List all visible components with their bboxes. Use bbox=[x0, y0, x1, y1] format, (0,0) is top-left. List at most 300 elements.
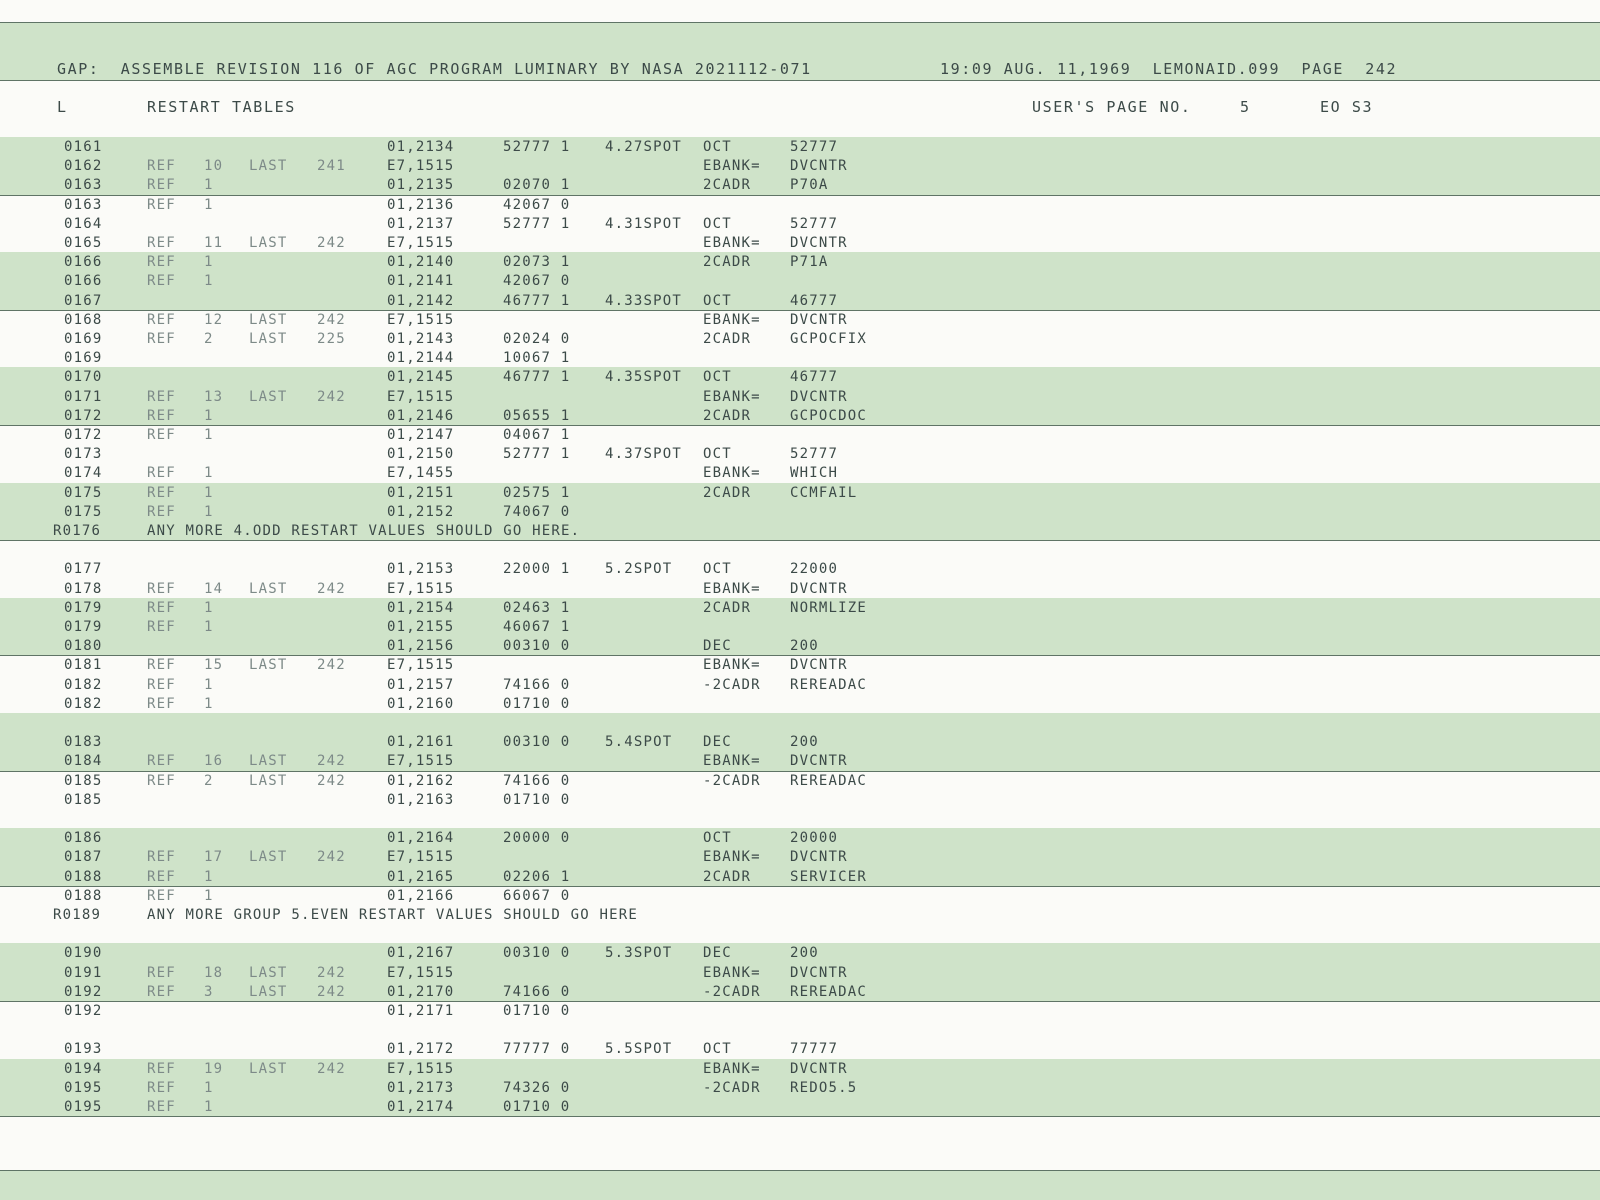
ref-count: 14 bbox=[204, 580, 224, 597]
line-number: 0185 bbox=[64, 772, 103, 789]
octal-word: 52777 1 bbox=[503, 215, 571, 232]
octal-word: 66067 0 bbox=[503, 887, 571, 904]
operand: REREADAC bbox=[790, 676, 868, 693]
bank-address: 01,2156 bbox=[387, 638, 455, 655]
ref-count: 1 bbox=[204, 619, 214, 635]
opcode: EBANK= bbox=[703, 849, 761, 866]
ref-marker: REF bbox=[147, 1099, 176, 1115]
ref-marker: REF bbox=[147, 849, 176, 866]
line-number: 0186 bbox=[64, 830, 103, 847]
opcode: OCT bbox=[703, 561, 732, 578]
opcode: 2CADR bbox=[703, 484, 752, 501]
ref-count: 1 bbox=[204, 503, 214, 520]
line-number: 0190 bbox=[64, 945, 103, 962]
bank-address: 01,2160 bbox=[387, 695, 455, 712]
line-number: 0163 bbox=[64, 177, 103, 194]
rule bbox=[0, 195, 1600, 196]
bank-address: E7,1455 bbox=[387, 465, 455, 482]
line-number: 0188 bbox=[64, 887, 103, 904]
line-number: 0177 bbox=[64, 561, 103, 578]
line-number: R0176 bbox=[53, 523, 102, 539]
operand: REDO5.5 bbox=[790, 1079, 858, 1096]
rule bbox=[0, 1170, 1600, 1171]
bank-address: E7,1515 bbox=[387, 388, 455, 405]
operand: CCMFAIL bbox=[790, 484, 858, 501]
last-marker: LAST bbox=[249, 235, 288, 251]
last-marker: LAST bbox=[249, 1060, 288, 1077]
ref-count: 1 bbox=[204, 599, 214, 616]
last-page: 242 bbox=[317, 753, 346, 770]
bank-address: 01,2166 bbox=[387, 887, 455, 904]
operand: WHICH bbox=[790, 465, 839, 482]
rule bbox=[0, 310, 1600, 311]
last-marker: LAST bbox=[249, 964, 288, 981]
bank-address: E7,1515 bbox=[387, 753, 455, 770]
last-page: 242 bbox=[317, 311, 346, 328]
ref-count: 19 bbox=[204, 1060, 224, 1077]
ref-marker: REF bbox=[147, 196, 176, 213]
line-number: 0194 bbox=[64, 1060, 103, 1077]
line-number: 0179 bbox=[64, 599, 103, 616]
bank-address: 01,2136 bbox=[387, 196, 455, 213]
rule bbox=[0, 771, 1600, 772]
line-number: 0169 bbox=[64, 331, 103, 347]
line-number: 0165 bbox=[64, 235, 103, 251]
octal-word: 46777 1 bbox=[503, 292, 571, 309]
operand: 52777 bbox=[790, 215, 839, 232]
bank-address: 01,2155 bbox=[387, 619, 455, 635]
ref-marker: REF bbox=[147, 695, 176, 712]
line-number: 0182 bbox=[64, 695, 103, 712]
line-number: 0167 bbox=[64, 292, 103, 309]
operand: 46777 bbox=[790, 292, 839, 309]
operand: 52777 bbox=[790, 446, 839, 463]
line-number: 0180 bbox=[64, 638, 103, 655]
last-page: 242 bbox=[317, 772, 346, 789]
ref-marker: REF bbox=[147, 599, 176, 616]
bank-address: 01,2153 bbox=[387, 561, 455, 578]
line-number: 0172 bbox=[64, 427, 103, 443]
ref-marker: REF bbox=[147, 887, 176, 904]
bank-address: 01,2146 bbox=[387, 407, 455, 424]
ref-marker: REF bbox=[147, 465, 176, 482]
opcode: EBANK= bbox=[703, 657, 761, 674]
bank-address: 01,2135 bbox=[387, 177, 455, 194]
line-number: 0166 bbox=[64, 254, 103, 271]
octal-word: 46777 1 bbox=[503, 369, 571, 386]
operand: NORMLIZE bbox=[790, 599, 868, 616]
opcode: EBANK= bbox=[703, 465, 761, 482]
operand: 20000 bbox=[790, 830, 839, 847]
ref-marker: REF bbox=[147, 619, 176, 635]
line-number: 0182 bbox=[64, 676, 103, 693]
ref-count: 1 bbox=[204, 273, 214, 290]
ref-count: 1 bbox=[204, 196, 214, 213]
operand: REREADAC bbox=[790, 772, 868, 789]
bank-address: 01,2147 bbox=[387, 427, 455, 443]
last-marker: LAST bbox=[249, 772, 288, 789]
comment-text: ANY MORE 4.ODD RESTART VALUES SHOULD GO HERE. bbox=[147, 523, 581, 539]
opcode: EBANK= bbox=[703, 753, 761, 770]
line-number: 0164 bbox=[64, 215, 103, 232]
last-page: 242 bbox=[317, 983, 346, 1000]
ref-count: 13 bbox=[204, 388, 224, 405]
opcode: EBANK= bbox=[703, 311, 761, 328]
bank-address: 01,2170 bbox=[387, 983, 455, 1000]
ref-count: 1 bbox=[204, 484, 214, 501]
bank-address: E7,1515 bbox=[387, 158, 455, 175]
last-marker: LAST bbox=[249, 158, 288, 175]
operand: SERVICER bbox=[790, 868, 868, 885]
bank-address: E7,1515 bbox=[387, 311, 455, 328]
ref-marker: REF bbox=[147, 177, 176, 194]
log-mark: L bbox=[57, 98, 68, 116]
rule bbox=[0, 886, 1600, 887]
ref-marker: REF bbox=[147, 580, 176, 597]
operand: DVCNTR bbox=[790, 235, 848, 251]
opcode: 2CADR bbox=[703, 254, 752, 271]
last-page: 242 bbox=[317, 235, 346, 251]
octal-word: 02206 1 bbox=[503, 868, 571, 885]
line-number: 0171 bbox=[64, 388, 103, 405]
opcode: DEC bbox=[703, 734, 732, 751]
eo-mark: EO S3 bbox=[1320, 98, 1374, 116]
operand: GCPOCFIX bbox=[790, 331, 868, 347]
opcode: EBANK= bbox=[703, 964, 761, 981]
rule bbox=[0, 425, 1600, 426]
line-number: 0175 bbox=[64, 503, 103, 520]
symbol-label: 4.31SPOT bbox=[605, 215, 683, 232]
octal-word: 02024 0 bbox=[503, 331, 571, 347]
ref-count: 3 bbox=[204, 983, 214, 1000]
last-page: 242 bbox=[317, 964, 346, 981]
operand: DVCNTR bbox=[790, 657, 848, 674]
octal-word: 52777 1 bbox=[503, 139, 571, 155]
opcode: OCT bbox=[703, 446, 732, 463]
bank-address: 01,2174 bbox=[387, 1099, 455, 1115]
opcode: OCT bbox=[703, 215, 732, 232]
octal-word: 74166 0 bbox=[503, 676, 571, 693]
bank-address: 01,2162 bbox=[387, 772, 455, 789]
ref-count: 11 bbox=[204, 235, 224, 251]
symbol-label: 5.2SPOT bbox=[605, 561, 673, 578]
line-number: 0174 bbox=[64, 465, 103, 482]
symbol-label: 5.3SPOT bbox=[605, 945, 673, 962]
bank-address: 01,2173 bbox=[387, 1079, 455, 1096]
ref-count: 15 bbox=[204, 657, 224, 674]
ref-marker: REF bbox=[147, 1079, 176, 1096]
ref-marker: REF bbox=[147, 427, 176, 443]
opcode: OCT bbox=[703, 292, 732, 309]
opcode: EBANK= bbox=[703, 1060, 761, 1077]
ref-marker: REF bbox=[147, 772, 176, 789]
operand: 46777 bbox=[790, 369, 839, 386]
line-number: 0192 bbox=[64, 983, 103, 1000]
opcode: 2CADR bbox=[703, 599, 752, 616]
section-title: RESTART TABLES bbox=[147, 98, 296, 116]
octal-word: 74166 0 bbox=[503, 772, 571, 789]
last-page: 241 bbox=[317, 158, 346, 175]
line-number: 0168 bbox=[64, 311, 103, 328]
program-header: GAP: ASSEMBLE REVISION 116 OF AGC PROGRAM LUMINARY BY NASA 2021112-071 bbox=[57, 60, 812, 78]
ref-count: 1 bbox=[204, 1079, 214, 1096]
operand: DVCNTR bbox=[790, 753, 848, 770]
users-page-number: 5 bbox=[1240, 98, 1251, 116]
bank-address: 01,2157 bbox=[387, 676, 455, 693]
line-number: 0195 bbox=[64, 1079, 103, 1096]
octal-word: 77777 0 bbox=[503, 1041, 571, 1058]
octal-word: 01710 0 bbox=[503, 1099, 571, 1115]
line-number: 0163 bbox=[64, 196, 103, 213]
ref-marker: REF bbox=[147, 311, 176, 328]
symbol-label: 4.33SPOT bbox=[605, 292, 683, 309]
line-number: 0193 bbox=[64, 1041, 103, 1058]
opcode: DEC bbox=[703, 638, 732, 655]
bank-address: 01,2152 bbox=[387, 503, 455, 520]
octal-word: 04067 1 bbox=[503, 427, 571, 443]
ref-marker: REF bbox=[147, 657, 176, 674]
rule bbox=[0, 540, 1600, 541]
operand: REREADAC bbox=[790, 983, 868, 1000]
last-marker: LAST bbox=[249, 388, 288, 405]
last-page: 242 bbox=[317, 388, 346, 405]
ref-marker: REF bbox=[147, 273, 176, 290]
octal-word: 46067 1 bbox=[503, 619, 571, 635]
ref-count: 1 bbox=[204, 887, 214, 904]
symbol-label: 5.4SPOT bbox=[605, 734, 673, 751]
operand: 200 bbox=[790, 734, 819, 751]
line-number: 0191 bbox=[64, 964, 103, 981]
opcode: OCT bbox=[703, 369, 732, 386]
last-page: 242 bbox=[317, 849, 346, 866]
users-page-label: USER'S PAGE NO. bbox=[1032, 98, 1192, 116]
bank-address: 01,2141 bbox=[387, 273, 455, 290]
ref-marker: REF bbox=[147, 1060, 176, 1077]
rule bbox=[0, 1001, 1600, 1002]
line-number: 0179 bbox=[64, 619, 103, 635]
ref-count: 2 bbox=[204, 772, 214, 789]
opcode: OCT bbox=[703, 1041, 732, 1058]
octal-word: 05655 1 bbox=[503, 407, 571, 424]
octal-word: 01710 0 bbox=[503, 791, 571, 808]
bank-address: 01,2150 bbox=[387, 446, 455, 463]
last-page: 225 bbox=[317, 331, 346, 347]
octal-word: 20000 0 bbox=[503, 830, 571, 847]
operand: DVCNTR bbox=[790, 311, 848, 328]
operand: 200 bbox=[790, 638, 819, 655]
last-marker: LAST bbox=[249, 753, 288, 770]
symbol-label: 4.35SPOT bbox=[605, 369, 683, 386]
line-number: 0170 bbox=[64, 369, 103, 386]
line-number: 0178 bbox=[64, 580, 103, 597]
ref-marker: REF bbox=[147, 676, 176, 693]
ref-marker: REF bbox=[147, 753, 176, 770]
rule bbox=[0, 1116, 1600, 1117]
bank-address: 01,2143 bbox=[387, 331, 455, 347]
bank-address: 01,2154 bbox=[387, 599, 455, 616]
last-marker: LAST bbox=[249, 311, 288, 328]
ref-marker: REF bbox=[147, 983, 176, 1000]
ref-marker: REF bbox=[147, 388, 176, 405]
octal-word: 00310 0 bbox=[503, 734, 571, 751]
line-number: 0181 bbox=[64, 657, 103, 674]
line-number: 0175 bbox=[64, 484, 103, 501]
last-marker: LAST bbox=[249, 983, 288, 1000]
bank-address: 01,2163 bbox=[387, 791, 455, 808]
bank-address: 01,2151 bbox=[387, 484, 455, 501]
octal-word: 22000 1 bbox=[503, 561, 571, 578]
bank-address: 01,2140 bbox=[387, 254, 455, 271]
line-number: 0183 bbox=[64, 734, 103, 751]
operand: DVCNTR bbox=[790, 1060, 848, 1077]
line-number: 0184 bbox=[64, 753, 103, 770]
ref-marker: REF bbox=[147, 964, 176, 981]
symbol-label: 5.5SPOT bbox=[605, 1041, 673, 1058]
line-number: 0162 bbox=[64, 158, 103, 175]
symbol-label: 4.37SPOT bbox=[605, 446, 683, 463]
octal-word: 52777 1 bbox=[503, 446, 571, 463]
ref-marker: REF bbox=[147, 503, 176, 520]
bank-address: 01,2167 bbox=[387, 945, 455, 962]
ref-count: 12 bbox=[204, 311, 224, 328]
operand: DVCNTR bbox=[790, 849, 848, 866]
ref-marker: REF bbox=[147, 235, 176, 251]
ref-marker: REF bbox=[147, 254, 176, 271]
last-page: 242 bbox=[317, 1060, 346, 1077]
bank-address: E7,1515 bbox=[387, 580, 455, 597]
line-number: 0169 bbox=[64, 350, 103, 367]
ref-count: 17 bbox=[204, 849, 224, 866]
octal-word: 74326 0 bbox=[503, 1079, 571, 1096]
operand: 200 bbox=[790, 945, 819, 962]
octal-word: 02575 1 bbox=[503, 484, 571, 501]
last-page: 242 bbox=[317, 657, 346, 674]
bank-address: 01,2161 bbox=[387, 734, 455, 751]
operand: GCPOCDOC bbox=[790, 407, 868, 424]
line-number: 0172 bbox=[64, 407, 103, 424]
opcode: EBANK= bbox=[703, 158, 761, 175]
bank-address: 01,2165 bbox=[387, 868, 455, 885]
comment-text: ANY MORE GROUP 5.EVEN RESTART VALUES SHOULD GO HERE bbox=[147, 907, 639, 923]
bank-address: 01,2145 bbox=[387, 369, 455, 386]
line-number: 0166 bbox=[64, 273, 103, 290]
ref-count: 1 bbox=[204, 868, 214, 885]
line-number: 0173 bbox=[64, 446, 103, 463]
line-number: 0188 bbox=[64, 868, 103, 885]
last-page: 242 bbox=[317, 580, 346, 597]
opcode: 2CADR bbox=[703, 407, 752, 424]
bank-address: 01,2171 bbox=[387, 1003, 455, 1019]
opcode: 2CADR bbox=[703, 331, 752, 347]
last-marker: LAST bbox=[249, 580, 288, 597]
ref-count: 16 bbox=[204, 753, 224, 770]
opcode: -2CADR bbox=[703, 983, 761, 1000]
operand: DVCNTR bbox=[790, 964, 848, 981]
octal-word: 02070 1 bbox=[503, 177, 571, 194]
octal-word: 42067 0 bbox=[503, 273, 571, 290]
bank-address: 01,2172 bbox=[387, 1041, 455, 1058]
line-number: 0195 bbox=[64, 1099, 103, 1115]
bank-address: E7,1515 bbox=[387, 235, 455, 251]
operand: DVCNTR bbox=[790, 158, 848, 175]
print-timestamp: 19:09 AUG. 11,1969 LEMONAID.099 PAGE 242 bbox=[940, 60, 1398, 78]
opcode: EBANK= bbox=[703, 235, 761, 251]
ref-marker: REF bbox=[147, 868, 176, 885]
bank-address: E7,1515 bbox=[387, 657, 455, 674]
rule bbox=[0, 22, 1600, 23]
opcode: OCT bbox=[703, 830, 732, 847]
bank-address: E7,1515 bbox=[387, 849, 455, 866]
octal-word: 74067 0 bbox=[503, 503, 571, 520]
symbol-label: 4.27SPOT bbox=[605, 139, 683, 155]
line-number: 0161 bbox=[64, 139, 103, 155]
octal-word: 00310 0 bbox=[503, 638, 571, 655]
ref-count: 1 bbox=[204, 407, 214, 424]
octal-word: 01710 0 bbox=[503, 695, 571, 712]
ref-count: 18 bbox=[204, 964, 224, 981]
last-marker: LAST bbox=[249, 657, 288, 674]
ref-marker: REF bbox=[147, 407, 176, 424]
ref-count: 10 bbox=[204, 158, 224, 175]
rule bbox=[0, 80, 1600, 81]
operand: 52777 bbox=[790, 139, 839, 155]
opcode: DEC bbox=[703, 945, 732, 962]
ref-count: 1 bbox=[204, 465, 214, 482]
ref-count: 1 bbox=[204, 1099, 214, 1115]
ref-count: 1 bbox=[204, 676, 214, 693]
opcode: -2CADR bbox=[703, 772, 761, 789]
line-number: 0192 bbox=[64, 1003, 103, 1019]
octal-word: 42067 0 bbox=[503, 196, 571, 213]
ref-marker: REF bbox=[147, 158, 176, 175]
opcode: 2CADR bbox=[703, 177, 752, 194]
octal-word: 02463 1 bbox=[503, 599, 571, 616]
opcode: -2CADR bbox=[703, 1079, 761, 1096]
ref-marker: REF bbox=[147, 484, 176, 501]
operand: P70A bbox=[790, 177, 829, 194]
bank-address: 01,2164 bbox=[387, 830, 455, 847]
opcode: 2CADR bbox=[703, 868, 752, 885]
bank-address: 01,2142 bbox=[387, 292, 455, 309]
rule bbox=[0, 655, 1600, 656]
ref-count: 1 bbox=[204, 695, 214, 712]
octal-word: 74166 0 bbox=[503, 983, 571, 1000]
ref-count: 1 bbox=[204, 254, 214, 271]
bank-address: 01,2134 bbox=[387, 139, 455, 155]
ref-count: 2 bbox=[204, 331, 214, 347]
ref-count: 1 bbox=[204, 427, 214, 443]
operand: 77777 bbox=[790, 1041, 839, 1058]
last-marker: LAST bbox=[249, 849, 288, 866]
bank-address: 01,2137 bbox=[387, 215, 455, 232]
last-marker: LAST bbox=[249, 331, 288, 347]
operand: P71A bbox=[790, 254, 829, 271]
bank-address: E7,1515 bbox=[387, 964, 455, 981]
octal-word: 00310 0 bbox=[503, 945, 571, 962]
opcode: EBANK= bbox=[703, 388, 761, 405]
opcode: OCT bbox=[703, 139, 732, 155]
operand: DVCNTR bbox=[790, 388, 848, 405]
octal-word: 10067 1 bbox=[503, 350, 571, 367]
footer-band bbox=[0, 1170, 1600, 1200]
operand: 22000 bbox=[790, 561, 839, 578]
operand: DVCNTR bbox=[790, 580, 848, 597]
opcode: EBANK= bbox=[703, 580, 761, 597]
opcode: -2CADR bbox=[703, 676, 761, 693]
line-number: 0185 bbox=[64, 791, 103, 808]
ref-count: 1 bbox=[204, 177, 214, 194]
line-number: 0187 bbox=[64, 849, 103, 866]
